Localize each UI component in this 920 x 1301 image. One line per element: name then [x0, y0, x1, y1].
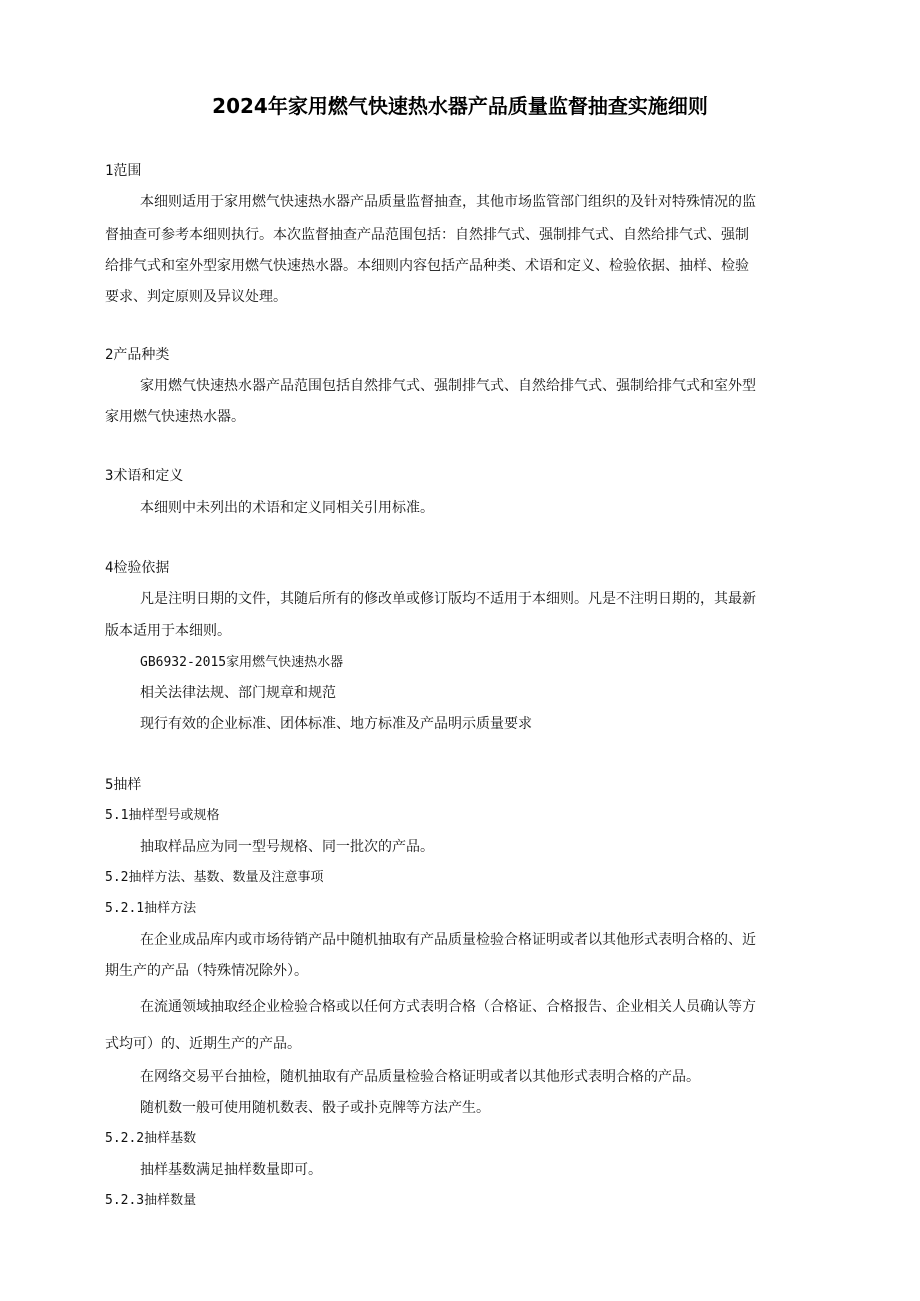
paragraph-line: 本细则适用于家用燃气快速热水器产品质量监督抽查，其他市场监管部门组织的及针对特殊情况的监 [140, 194, 756, 210]
section-heading-scope: 1范围 [105, 163, 142, 179]
document-title: 2024年家用燃气快速热水器产品质量监督抽查实施细则 [212, 94, 708, 118]
paragraph-line: 要求、判定原则及异议处理。 [105, 289, 287, 305]
subsection-heading: 5.2.1抽样方法 [105, 901, 197, 916]
paragraph-line: 家用燃气快速热水器产品范围包括自然排气式、强制排气式、自然给排气式、强制给排气式和室外型 [140, 378, 756, 394]
section-heading-sampling: 5抽样 [105, 777, 142, 793]
paragraph-line: 式均可）的、近期生产的产品。 [105, 1036, 301, 1052]
paragraph-line: 期生产的产品（特殊情况除外）。 [105, 963, 308, 979]
subsection-heading: 5.1抽样型号或规格 [105, 808, 220, 823]
paragraph-line: 在企业成品库内或市场待销产品中随机抽取有产品质量检验合格证明或者以其他形式表明合格的、近 [140, 932, 756, 948]
paragraph-line: 本细则中未列出的术语和定义同相关引用标准。 [140, 500, 434, 516]
paragraph-line: 抽样基数满足抽样数量即可。 [140, 1162, 322, 1178]
section-heading-product-types: 2产品种类 [105, 347, 170, 363]
paragraph-line: 给排气式和室外型家用燃气快速热水器。本细则内容包括产品种类、术语和定义、检验依据、抽样、检验 [105, 258, 749, 274]
standard-reference-item: GB6932-2015家用燃气快速热水器 [140, 655, 344, 670]
subsection-heading: 5.2.3抽样数量 [105, 1193, 197, 1208]
paragraph-line: 凡是注明日期的文件，其随后所有的修改单或修订版均不适用于本细则。凡是不注明日期的，其最新 [140, 591, 756, 607]
subsection-heading: 5.2.2抽样基数 [105, 1131, 197, 1146]
paragraph-line: 督抽查可参考本细则执行。本次监督抽查产品范围包括：自然排气式、强制排气式、自然给排气式、强制 [105, 227, 749, 243]
paragraph-line: 版本适用于本细则。 [105, 623, 231, 639]
section-heading-inspection-basis: 4检验依据 [105, 560, 170, 576]
standard-reference-item: 相关法律法规、部门规章和规范 [140, 685, 336, 701]
paragraph-line: 随机数一般可使用随机数表、骰子或扑克牌等方法产生。 [140, 1100, 490, 1116]
section-heading-terms: 3术语和定义 [105, 468, 184, 484]
paragraph-line: 在网络交易平台抽检，随机抽取有产品质量检验合格证明或者以其他形式表明合格的产品。 [140, 1069, 700, 1085]
subsection-heading: 5.2抽样方法、基数、数量及注意事项 [105, 870, 324, 885]
standard-reference-item: 现行有效的企业标准、团体标准、地方标准及产品明示质量要求 [140, 716, 532, 732]
paragraph-line: 抽取样品应为同一型号规格、同一批次的产品。 [140, 839, 434, 855]
paragraph-line: 家用燃气快速热水器。 [105, 409, 245, 425]
paragraph-line: 在流通领域抽取经企业检验合格或以任何方式表明合格（合格证、合格报告、企业相关人员确认等方 [140, 999, 756, 1015]
